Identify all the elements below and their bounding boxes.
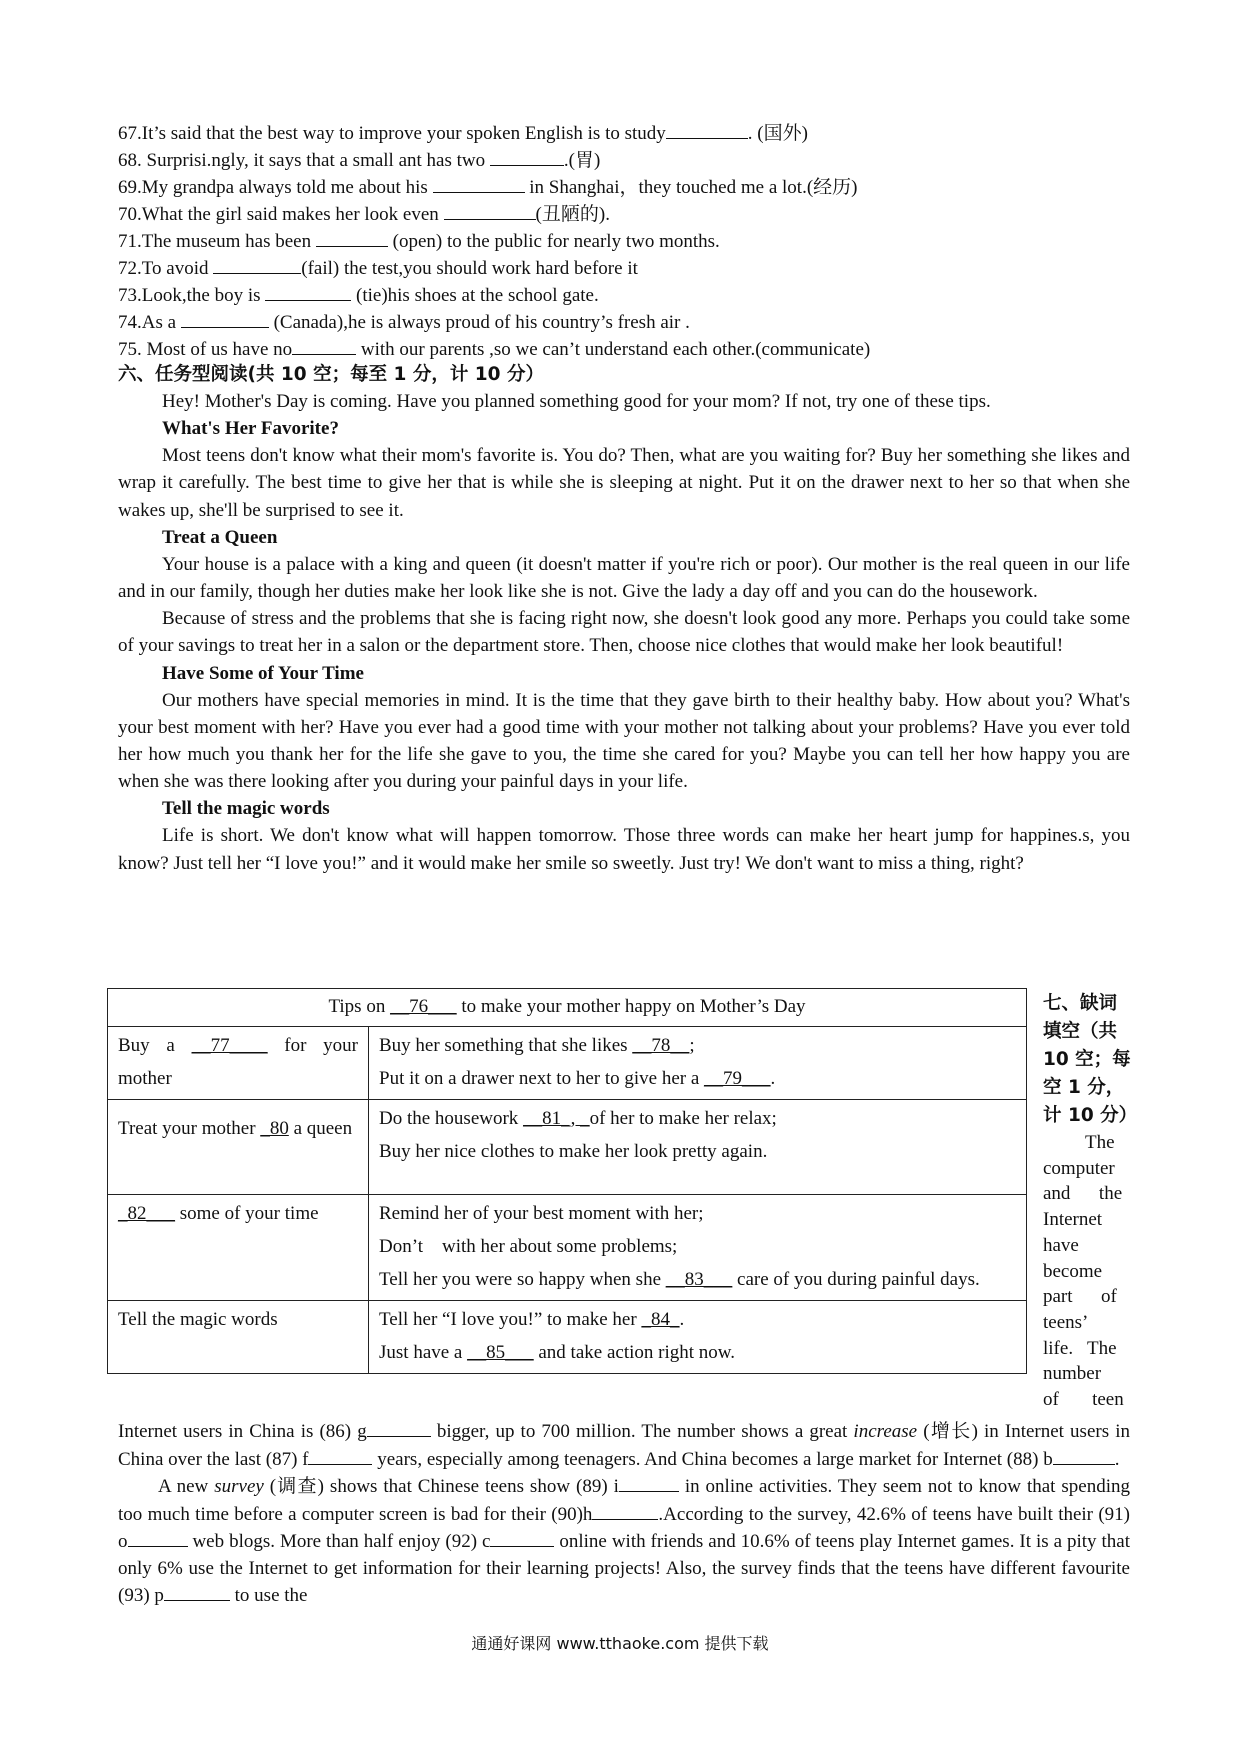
exercise-page <box>118 118 1130 877</box>
reading-paragraph: Life is short. We don't know what will happen tomorrow. Those three words can make her heart jump for happines.s, you know? Just tell her “I love you!” and it would make her smile so sweetly. Just try! We don't want to miss a thing, right? <box>118 825 1130 874</box>
reading-paragraph: Because of stress and the problems that she is facing right now, she doesn't look good any more. Perhaps you could take some of your savings to treat her in a salon or the department store. Then, choose nice clothes that would make her look beautiful! <box>118 608 1130 657</box>
table-row <box>108 1195 1027 1301</box>
answer-blank-82[interactable]: _82___ <box>118 1203 175 1224</box>
row-content: Buy her something that she likes __78__; Put it on a drawer next to her to give her a __79___. <box>369 1027 1027 1100</box>
answer-blank[interactable] <box>666 118 748 139</box>
answer-blank[interactable] <box>181 307 269 328</box>
passage-line: teens’ <box>1043 1311 1089 1333</box>
section-7-side <box>1043 990 1138 1413</box>
answer-blank-92[interactable] <box>490 1528 554 1547</box>
passage-line: and the <box>1043 1183 1123 1205</box>
passage-line: life. The <box>1043 1337 1117 1359</box>
reading-subheading: What's Her Favorite? <box>162 418 339 440</box>
row-label: Buy a __77____ for your mother <box>108 1027 369 1100</box>
table-row <box>108 1027 1027 1100</box>
tips-table <box>107 988 1027 1374</box>
question-75: 75. Most of us have no with our parents ,so we can’t understand each other.(communicate) <box>118 334 1130 361</box>
answer-blank-77[interactable]: __77____ <box>191 1035 268 1056</box>
section-7-heading: 七、缺词 <box>1043 993 1118 1014</box>
row-label: Tell the magic words <box>108 1301 369 1374</box>
reading-paragraph: Our mothers have special memories in mind. It is the time that they gave birth to their healthy baby. How about you? What's your best moment with her? Have you ever had a good time with your mother not talking about your problems? Have you ever told her how much you thank her for the life she gave to you, the time she cared for you? Maybe you can tell her how happy you are when she was there looking after you during your painful days in your life. <box>118 689 1130 793</box>
row-label: _82___ some of your time <box>108 1195 369 1301</box>
answer-blank[interactable] <box>444 199 536 220</box>
reading-paragraph: Most teens don't know what their mom's favorite is. You do? Then, what are you waiting for? Buy her something she likes and wrap it carefully. The best time to give her that is while she is sleeping at night. Put it on the drawer next to her so that when she wakes up, she'll be surprised to see it. <box>118 445 1130 521</box>
answer-blank-79[interactable]: __79___ <box>704 1068 771 1089</box>
cloze-passage <box>118 1418 1130 1610</box>
answer-blank-90[interactable] <box>592 1501 658 1520</box>
passage-line: The <box>1085 1132 1115 1153</box>
passage-line: have <box>1043 1234 1079 1256</box>
answer-blank-80[interactable]: _80 <box>260 1118 289 1139</box>
question-69: 69.My grandpa always told me about his in Shanghai，they touched me a lot.(经历) <box>118 172 1130 199</box>
answer-blank-87[interactable] <box>308 1446 372 1465</box>
answer-blank-88[interactable] <box>1053 1446 1115 1465</box>
answer-blank-84[interactable]: _84_ <box>641 1309 680 1330</box>
passage-line: part of <box>1043 1286 1117 1308</box>
question-list <box>118 118 1130 361</box>
table-row <box>108 1100 1027 1195</box>
question-74: 74.As a (Canada),he is always proud of his country’s fresh air . <box>118 307 1130 334</box>
section-6-heading: 六、任务型阅读(共 10 空；每至 1 分，计 10 分） <box>118 364 544 385</box>
answer-blank[interactable] <box>433 172 525 193</box>
reading-subheading: Treat a Queen <box>162 526 278 548</box>
section-7-heading: 空 1 分， <box>1043 1077 1125 1098</box>
answer-blank-91[interactable] <box>128 1528 188 1547</box>
answer-blank-78[interactable]: __78__ <box>632 1035 690 1056</box>
table-header-row <box>108 989 1027 1027</box>
row-label: Treat your mother _80 a queen <box>108 1100 369 1195</box>
answer-blank-85[interactable]: __85___ <box>467 1342 534 1363</box>
answer-blank[interactable] <box>292 334 356 355</box>
answer-blank-76[interactable]: __76___ <box>390 996 457 1017</box>
answer-blank[interactable] <box>265 280 351 301</box>
question-72: 72.To avoid (fail) the test,you should work hard before it <box>118 253 1130 280</box>
section-7-heading: 填空（共 <box>1043 1021 1118 1042</box>
passage-line: number <box>1043 1363 1102 1385</box>
section-7-heading: 10 空；每 <box>1043 1049 1131 1070</box>
answer-blank-83[interactable]: __83___ <box>665 1269 733 1290</box>
answer-blank[interactable] <box>213 253 301 274</box>
answer-blank-81[interactable]: __81_, _ <box>523 1108 590 1129</box>
page-footer: 通通好课网 www.tthaoke.com 提供下载 <box>471 1634 769 1653</box>
reading-subheading: Tell the magic words <box>162 798 330 820</box>
passage-line: Internet <box>1043 1209 1103 1231</box>
cloze-paragraph: A new survey (调查) shows that Chinese teens show (89) i in online activities. They seem not to know that spending too much time before a computer screen is bad for their (90)h .According to the survey, 42.6% of teens have built their (91) o web blogs. More than half enjoy (92) c online with friends and 10.6% of teens play Internet games. It is a pity that only 6% use the Internet to get information for their learning projects! Also, the survey finds that the teens have different favourite (93) p to use the <box>118 1473 1130 1610</box>
row-content: Do the housework __81_, _of her to make her relax; Buy her nice clothes to make her look pretty again. <box>369 1100 1027 1195</box>
reading-subheading: Have Some of Your Time <box>162 662 364 684</box>
reading-paragraph: Your house is a palace with a king and queen (it doesn't matter if you're rich or poor). Our mother is the real queen in our life and in our family, though her duties make her look like she is not. Give the lady a day off and you can do the housework. <box>118 553 1130 603</box>
answer-blank-93[interactable] <box>164 1582 230 1601</box>
section-7-heading: 计 10 分） <box>1043 1105 1138 1126</box>
row-content: Remind her of your best moment with her; Don’t with her about some problems; Tell her you were so happy when she __83___ care of you during painful days. <box>369 1195 1027 1301</box>
table-row <box>108 1301 1027 1374</box>
question-67: 67.It’s said that the best way to improve your spoken English is to study . (国外) <box>118 118 1130 145</box>
answer-blank[interactable] <box>316 226 388 247</box>
answer-blank-86[interactable] <box>367 1418 431 1437</box>
answer-blank[interactable] <box>490 145 564 166</box>
cloze-paragraph: Internet users in China is (86) g bigger, up to 700 million. The number shows a great increase (增长) in Internet users in China over the last (87) f years, especially among teenagers. And China becomes a large market for Internet (88) b . <box>118 1418 1130 1473</box>
passage-line: computer <box>1043 1157 1115 1179</box>
question-73: 73.Look,the boy is (tie)his shoes at the school gate. <box>118 280 1130 307</box>
answer-blank-89[interactable] <box>619 1473 679 1492</box>
row-content: Tell her “I love you!” to make her _84_. Just have a __85___ and take action right now. <box>369 1301 1027 1374</box>
table-header: Tips on __76___ to make your mother happy on Mother’s Day <box>108 989 1027 1027</box>
question-70: 70.What the girl said makes her look even (丑陋的). <box>118 199 1130 226</box>
passage-line: of teen <box>1043 1389 1124 1411</box>
reading-intro: Hey! Mother's Day is coming. Have you planned something good for your mom? If not, try one of these tips. <box>162 391 991 412</box>
question-71: 71.The museum has been (open) to the public for nearly two months. <box>118 226 1130 253</box>
passage-line: become <box>1043 1260 1103 1282</box>
question-68: 68. Surprisi.ngly, it says that a small ant has two .(胃) <box>118 145 1130 172</box>
